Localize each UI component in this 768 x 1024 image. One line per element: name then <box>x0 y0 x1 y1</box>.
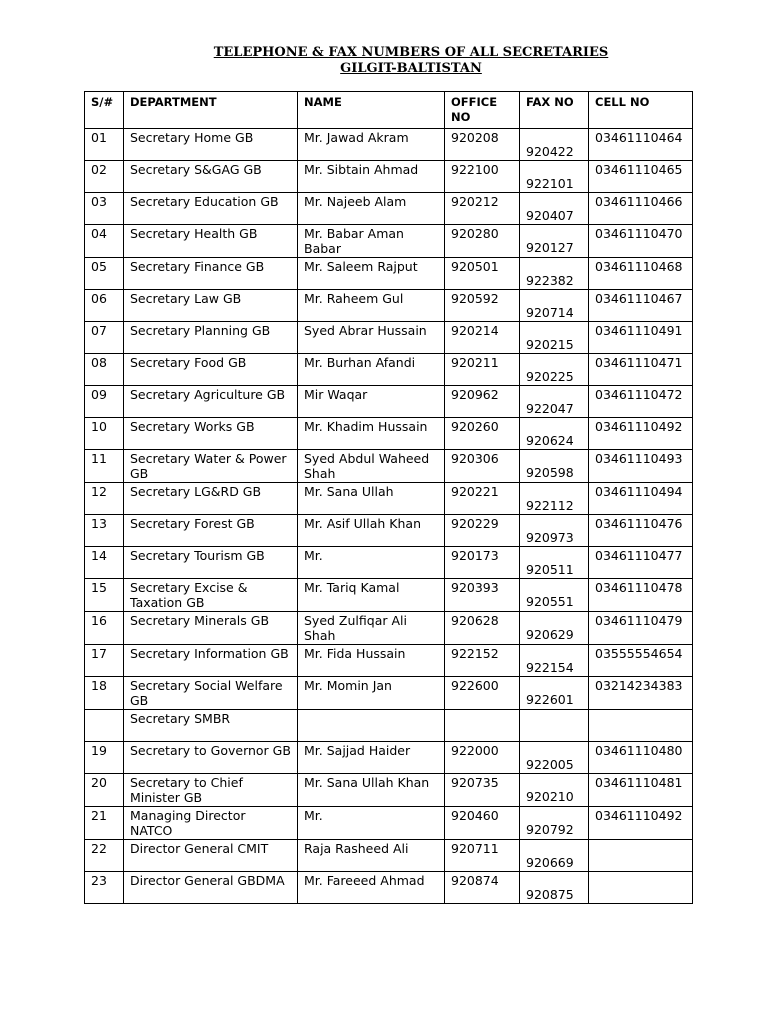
cell-office: 920628 <box>445 612 520 645</box>
table-row <box>85 225 693 258</box>
cell-fax: 922005 <box>520 742 589 774</box>
cell-sno: 11 <box>85 450 124 483</box>
cell-department: Secretary Tourism GB <box>124 547 298 579</box>
table-row <box>85 710 693 742</box>
cell-sno: 01 <box>85 129 124 161</box>
cell-cell: 03461110468 <box>589 258 693 290</box>
cell-fax: 920875 <box>520 872 589 904</box>
cell-cell: 03461110472 <box>589 386 693 418</box>
cell-name: Syed Abrar Hussain <box>298 322 445 354</box>
cell-name: Mr. Asif Ullah Khan <box>298 515 445 547</box>
cell-fax: 920629 <box>520 612 589 645</box>
table-row <box>85 258 693 290</box>
table-row <box>85 290 693 322</box>
cell-fax: 920598 <box>520 450 589 483</box>
cell-sno: 06 <box>85 290 124 322</box>
cell-fax: 922154 <box>520 645 589 677</box>
table-row <box>85 418 693 450</box>
cell-cell: 03461110480 <box>589 742 693 774</box>
cell-name: Mr. Najeeb Alam <box>298 193 445 225</box>
cell-cell: 03461110479 <box>589 612 693 645</box>
cell-cell <box>589 710 693 742</box>
cell-office: 920592 <box>445 290 520 322</box>
cell-fax: 922047 <box>520 386 589 418</box>
cell-fax: 920669 <box>520 840 589 872</box>
column-header-department: DEPARTMENT <box>124 92 298 129</box>
column-header-name: NAME <box>298 92 445 129</box>
cell-office: 920962 <box>445 386 520 418</box>
column-header-cell-no: CELL NO <box>589 92 693 129</box>
document-title: TELEPHONE & FAX NUMBERS OF ALL SECRETARIES <box>213 45 609 60</box>
cell-fax: 922101 <box>520 161 589 193</box>
cell-department: Secretary Information GB <box>124 645 298 677</box>
table-header-row <box>85 92 693 129</box>
cell-cell <box>589 872 693 904</box>
cell-cell: 03461110464 <box>589 129 693 161</box>
cell-department: Secretary Excise & Taxation GB <box>124 579 298 612</box>
cell-sno: 13 <box>85 515 124 547</box>
cell-office: 920280 <box>445 225 520 258</box>
cell-sno: 08 <box>85 354 124 386</box>
cell-cell: 03461110467 <box>589 290 693 322</box>
cell-fax: 920210 <box>520 774 589 807</box>
cell-fax: 920624 <box>520 418 589 450</box>
cell-cell: 03461110477 <box>589 547 693 579</box>
cell-department: Secretary S&GAG GB <box>124 161 298 193</box>
cell-office: 920214 <box>445 322 520 354</box>
cell-office: 920212 <box>445 193 520 225</box>
cell-name: Syed Zulfiqar Ali Shah <box>298 612 445 645</box>
cell-office: 920229 <box>445 515 520 547</box>
cell-sno: 03 <box>85 193 124 225</box>
column-header-office-no: OFFICE NO <box>445 92 520 129</box>
cell-fax: 920422 <box>520 129 589 161</box>
cell-name: Syed Abdul Waheed Shah <box>298 450 445 483</box>
cell-department: Secretary to Chief Minister GB <box>124 774 298 807</box>
cell-sno: 14 <box>85 547 124 579</box>
cell-office: 920173 <box>445 547 520 579</box>
cell-name: Mr. Sibtain Ahmad <box>298 161 445 193</box>
cell-name: Mr. Saleem Rajput <box>298 258 445 290</box>
cell-department: Director General GBDMA <box>124 872 298 904</box>
cell-fax: 920973 <box>520 515 589 547</box>
cell-cell: 03461110465 <box>589 161 693 193</box>
cell-department: Secretary SMBR <box>124 710 298 742</box>
cell-name: Mr. <box>298 547 445 579</box>
table-row <box>85 161 693 193</box>
cell-sno: 20 <box>85 774 124 807</box>
table-row <box>85 129 693 161</box>
cell-name: Mr. Fida Hussain <box>298 645 445 677</box>
cell-name: Mr. Sana Ullah Khan <box>298 774 445 807</box>
table-row <box>85 515 693 547</box>
cell-department: Director General CMIT <box>124 840 298 872</box>
cell-department: Managing Director NATCO <box>124 807 298 840</box>
cell-fax: 920215 <box>520 322 589 354</box>
cell-sno: 18 <box>85 677 124 710</box>
cell-cell: 03461110470 <box>589 225 693 258</box>
cell-sno: 09 <box>85 386 124 418</box>
document-subtitle: GILGIT-BALTISTAN <box>340 61 482 76</box>
cell-sno: 05 <box>85 258 124 290</box>
cell-fax: 920792 <box>520 807 589 840</box>
cell-office: 920735 <box>445 774 520 807</box>
cell-cell: 03461110494 <box>589 483 693 515</box>
cell-cell: 03461110476 <box>589 515 693 547</box>
cell-name: Mr. Jawad Akram <box>298 129 445 161</box>
cell-fax: 920225 <box>520 354 589 386</box>
cell-name: Mr. Raheem Gul <box>298 290 445 322</box>
cell-cell <box>589 840 693 872</box>
cell-name: Mr. <box>298 807 445 840</box>
cell-department: Secretary Home GB <box>124 129 298 161</box>
table-row <box>85 872 693 904</box>
cell-cell: 03461110471 <box>589 354 693 386</box>
cell-cell: 03461110492 <box>589 807 693 840</box>
cell-fax: 922382 <box>520 258 589 290</box>
column-header-sno: S/# <box>85 92 124 129</box>
cell-sno: 21 <box>85 807 124 840</box>
table-row <box>85 193 693 225</box>
cell-office: 920874 <box>445 872 520 904</box>
cell-cell: 03461110481 <box>589 774 693 807</box>
cell-sno: 16 <box>85 612 124 645</box>
cell-name: Mr. Tariq Kamal <box>298 579 445 612</box>
cell-cell: 03461110493 <box>589 450 693 483</box>
cell-office: 920208 <box>445 129 520 161</box>
table-row <box>85 612 693 645</box>
cell-department: Secretary Planning GB <box>124 322 298 354</box>
cell-department: Secretary LG&RD GB <box>124 483 298 515</box>
cell-department: Secretary Forest GB <box>124 515 298 547</box>
table-row <box>85 840 693 872</box>
table-row <box>85 322 693 354</box>
cell-name: Mir Waqar <box>298 386 445 418</box>
cell-fax <box>520 710 589 742</box>
cell-cell: 03555554654 <box>589 645 693 677</box>
cell-office: 920393 <box>445 579 520 612</box>
cell-sno: 07 <box>85 322 124 354</box>
cell-cell: 03214234383 <box>589 677 693 710</box>
column-header-fax-no: FAX NO <box>520 92 589 129</box>
table-row <box>85 677 693 710</box>
cell-sno: 15 <box>85 579 124 612</box>
cell-fax: 920551 <box>520 579 589 612</box>
cell-name <box>298 710 445 742</box>
cell-sno: 02 <box>85 161 124 193</box>
cell-department: Secretary Water & Power GB <box>124 450 298 483</box>
table-row <box>85 807 693 840</box>
cell-department: Secretary Health GB <box>124 225 298 258</box>
cell-name: Mr. Sajjad Haider <box>298 742 445 774</box>
cell-department: Secretary Education GB <box>124 193 298 225</box>
table-row <box>85 774 693 807</box>
table-body <box>85 129 693 904</box>
cell-sno: 10 <box>85 418 124 450</box>
table-row <box>85 579 693 612</box>
cell-sno: 17 <box>85 645 124 677</box>
cell-name: Raja Rasheed Ali <box>298 840 445 872</box>
cell-office: 922000 <box>445 742 520 774</box>
cell-cell: 03461110492 <box>589 418 693 450</box>
cell-department: Secretary Social Welfare GB <box>124 677 298 710</box>
table-row <box>85 547 693 579</box>
table-row <box>85 645 693 677</box>
cell-sno: 04 <box>85 225 124 258</box>
table-row <box>85 742 693 774</box>
cell-fax: 920407 <box>520 193 589 225</box>
cell-name: Mr. Fareeed Ahmad <box>298 872 445 904</box>
cell-department: Secretary Finance GB <box>124 258 298 290</box>
cell-sno: 23 <box>85 872 124 904</box>
cell-office: 920460 <box>445 807 520 840</box>
cell-fax: 922112 <box>520 483 589 515</box>
cell-cell: 03461110491 <box>589 322 693 354</box>
table-row <box>85 354 693 386</box>
cell-sno: 12 <box>85 483 124 515</box>
table-row <box>85 386 693 418</box>
cell-cell: 03461110466 <box>589 193 693 225</box>
cell-fax: 920714 <box>520 290 589 322</box>
cell-fax: 922601 <box>520 677 589 710</box>
cell-department: Secretary to Governor GB <box>124 742 298 774</box>
cell-name: Mr. Momin Jan <box>298 677 445 710</box>
cell-sno: 22 <box>85 840 124 872</box>
cell-department: Secretary Works GB <box>124 418 298 450</box>
cell-name: Mr. Khadim Hussain <box>298 418 445 450</box>
cell-office: 920711 <box>445 840 520 872</box>
cell-office: 922600 <box>445 677 520 710</box>
cell-office <box>445 710 520 742</box>
cell-fax: 920511 <box>520 547 589 579</box>
cell-name: Mr. Sana Ullah <box>298 483 445 515</box>
cell-office: 920211 <box>445 354 520 386</box>
cell-department: Secretary Agriculture GB <box>124 386 298 418</box>
cell-office: 920501 <box>445 258 520 290</box>
cell-office: 922152 <box>445 645 520 677</box>
cell-department: Secretary Minerals GB <box>124 612 298 645</box>
cell-department: Secretary Law GB <box>124 290 298 322</box>
cell-sno: 19 <box>85 742 124 774</box>
cell-office: 920306 <box>445 450 520 483</box>
secretaries-directory-table <box>84 91 693 904</box>
table-row <box>85 483 693 515</box>
cell-department: Secretary Food GB <box>124 354 298 386</box>
table-row <box>85 450 693 483</box>
cell-sno <box>85 710 124 742</box>
cell-fax: 920127 <box>520 225 589 258</box>
cell-office: 920221 <box>445 483 520 515</box>
cell-office: 922100 <box>445 161 520 193</box>
cell-office: 920260 <box>445 418 520 450</box>
cell-name: Mr. Burhan Afandi <box>298 354 445 386</box>
cell-cell: 03461110478 <box>589 579 693 612</box>
cell-name: Mr. Babar Aman Babar <box>298 225 445 258</box>
